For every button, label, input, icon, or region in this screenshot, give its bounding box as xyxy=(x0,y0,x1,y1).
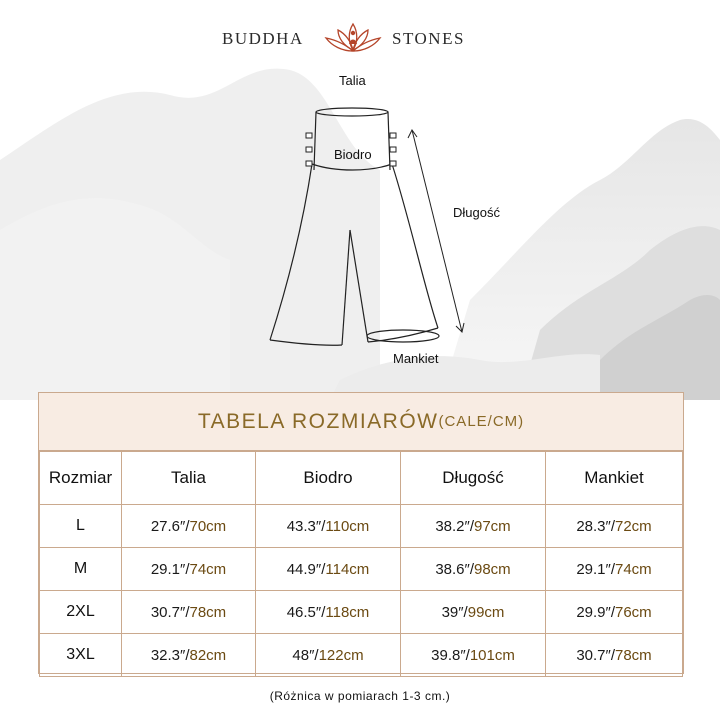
measure-cell: 38.6″/98cm xyxy=(401,548,546,591)
measurement-footnote: (Różnica w pomiarach 1-3 cm.) xyxy=(269,689,451,703)
measure-cell: 29.1″/74cm xyxy=(546,548,683,591)
waist-label: Talia xyxy=(339,73,366,88)
measure-cell: 39″/99cm xyxy=(401,591,546,634)
measure-cell: 43.3″/110cm xyxy=(256,505,401,548)
trouser-diagram xyxy=(240,60,520,380)
column-header: Długość xyxy=(401,452,546,505)
table-row xyxy=(40,591,683,634)
measure-cell: 30.7″/78cm xyxy=(122,591,256,634)
size-cell: L xyxy=(40,505,122,548)
size-chart-title-text: TABELA ROZMIARÓW xyxy=(197,409,439,433)
hip-label: Biodro xyxy=(334,147,372,162)
measure-cell: 39.8″/101cm xyxy=(401,634,546,677)
brand-name-left: BUDDHA xyxy=(222,29,304,48)
size-chart-table xyxy=(38,392,684,674)
size-grid xyxy=(39,451,683,677)
cuff-label: Mankiet xyxy=(393,351,439,366)
size-chart-title xyxy=(39,393,683,451)
brand-name-right: STONES xyxy=(392,29,465,48)
column-header: Rozmiar xyxy=(40,452,122,505)
trouser-outline-icon xyxy=(240,60,520,380)
size-cell: 3XL xyxy=(40,634,122,677)
table-row xyxy=(40,505,683,548)
size-chart-title-units: (CALE/CM) xyxy=(438,413,525,430)
size-cell: 2XL xyxy=(40,591,122,634)
lotus-meditation-logo-icon xyxy=(318,20,388,56)
measure-cell: 44.9″/114cm xyxy=(256,548,401,591)
column-header: Biodro xyxy=(256,452,401,505)
header-row xyxy=(40,452,683,505)
measure-cell: 27.6″/70cm xyxy=(122,505,256,548)
measure-cell: 32.3″/82cm xyxy=(122,634,256,677)
length-label: Długość xyxy=(453,205,500,220)
measure-cell: 29.9″/76cm xyxy=(546,591,683,634)
measure-cell: 28.3″/72cm xyxy=(546,505,683,548)
column-header: Talia xyxy=(122,452,256,505)
table-row xyxy=(40,634,683,677)
size-cell: M xyxy=(40,548,122,591)
measure-cell: 38.2″/97cm xyxy=(401,505,546,548)
measure-cell: 29.1″/74cm xyxy=(122,548,256,591)
table-row xyxy=(40,548,683,591)
measure-cell: 48″/122cm xyxy=(256,634,401,677)
brand-header xyxy=(0,20,720,56)
column-header: Mankiet xyxy=(546,452,683,505)
measure-cell: 46.5″/118cm xyxy=(256,591,401,634)
measure-cell: 30.7″/78cm xyxy=(546,634,683,677)
